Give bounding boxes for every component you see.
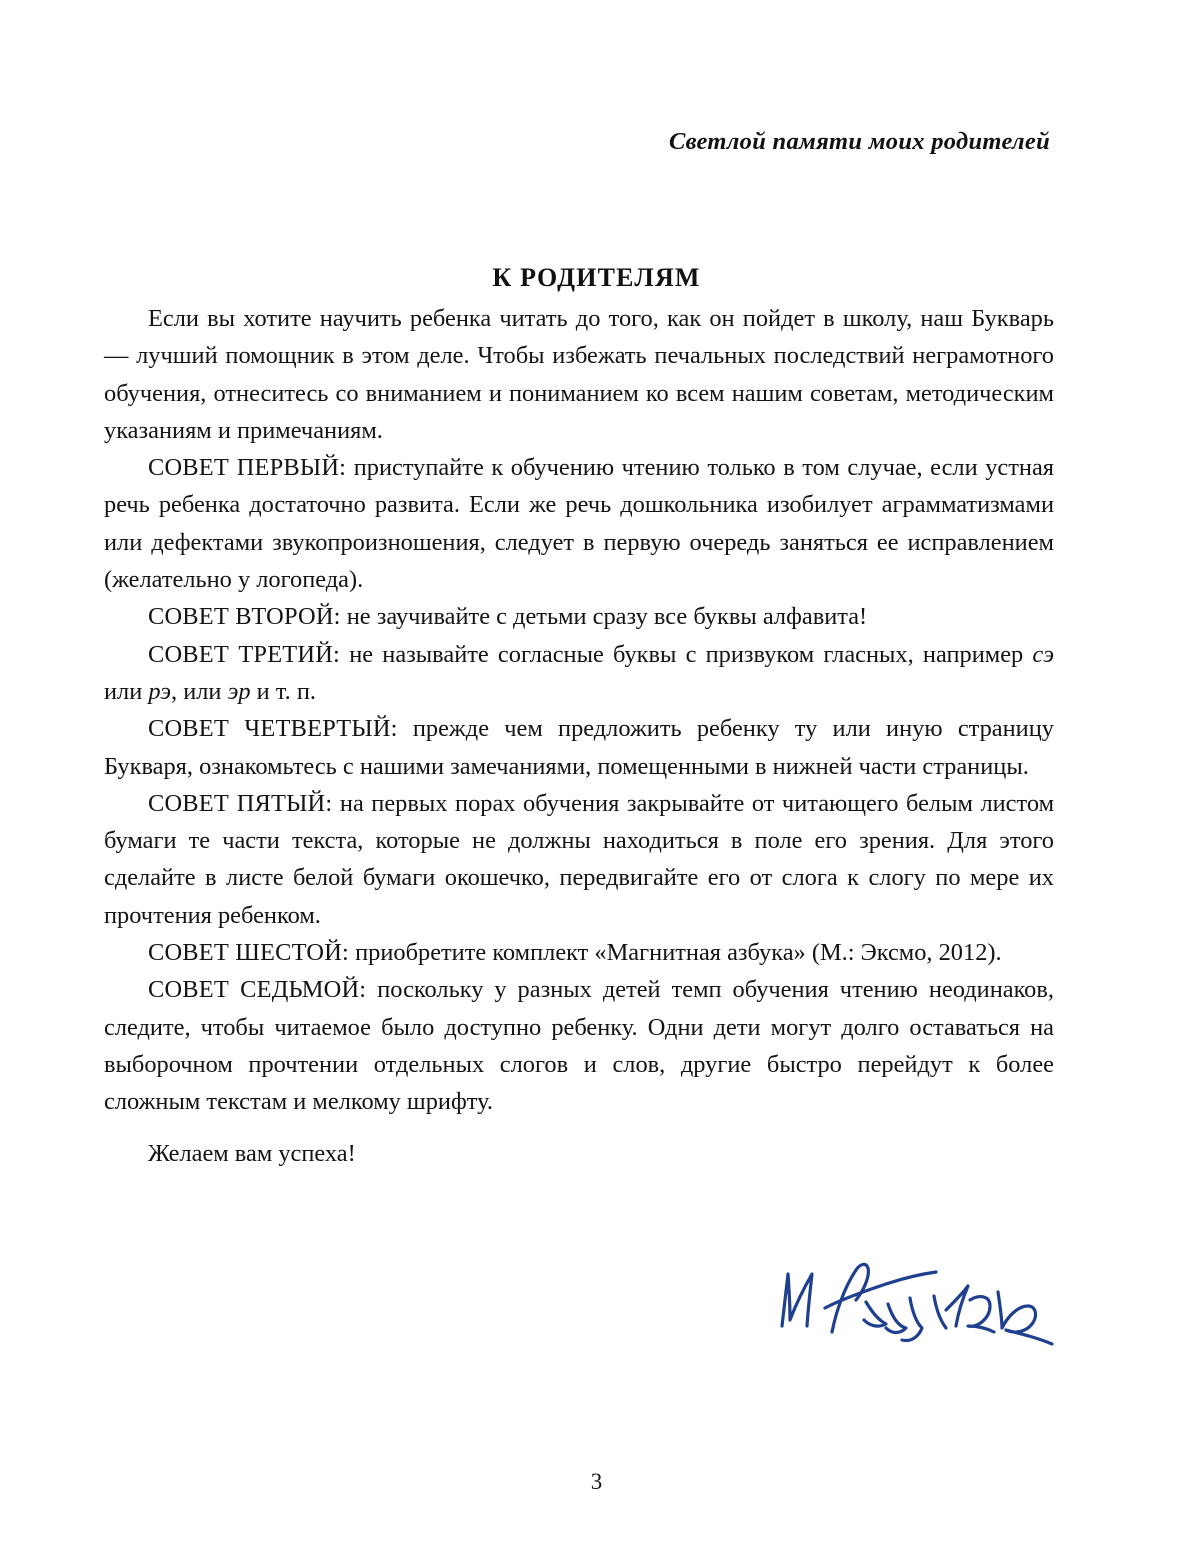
paragraph-sovet-5 [104,785,1054,934]
dedication-line: Светлой памяти моих родителей [668,128,1050,155]
paragraph-closing [104,1135,1054,1172]
sovet-5-label: СОВЕТ ПЯТЫЙ: [148,789,333,817]
sovet-3-text-mid-1: или [104,677,149,705]
sovet-3-text-mid-2: , или [171,677,228,705]
paragraph-sovet-1 [104,449,1054,598]
sovet-2-text: не заучивайте с детьми сразу все буквы алфавита! [340,603,868,631]
sovet-3-text-before: не называйте согласные буквы с призвуком гласных, например [340,640,1033,668]
paragraph-sovet-2 [104,598,1054,635]
paragraph-sovet-7 [104,971,1054,1120]
sovet-7-label: СОВЕТ СЕДЬМОЙ: [148,976,367,1004]
sovet-3-text-after: и т. п. [250,677,316,705]
sovet-6-text: приобретите комплект «Магнитная азбука» (М.: Эксмо, 2012). [349,939,1002,967]
sovet-4-text: прежде чем предложить ребенку ту или иную страницу Букваря, ознакомьтесь с нашими замечаниями, помещенными в нижней части страницы. [104,715,1054,780]
page-title: К РОДИТЕЛЯМ [492,263,701,293]
sovet-2-label: СОВЕТ ВТОРОЙ: [148,603,341,631]
paragraph-sovet-6 [104,934,1054,971]
sovet-7-text: поскольку у разных детей темп обучения чтению неодинаков, следите, чтобы читаемое было доступно ребенку. Одни дети могут долго оставаться на выборочном прочтении отдельных слогов и слов, другие быстро перейдут к более сложным текстам и мелкому шрифту. [104,976,1054,1116]
sovet-5-text: на первых порах обучения закрывайте от читающего белым листом бумаги те части текста, которые не должны находиться в поле его зрения. Для этого сделайте в листе белой бумаги окошечко, передвигайте его от слога к слогу по мере их прочтения ребенком. [104,789,1055,929]
sovet-1-text: приступайте к обучению чтению только в том случае, если устная речь ребенка достаточно развита. Если же речь дошкольника изобилует аграмматизмами или дефектами звукопроизношения, следует в первую очередь заняться ее исправлением (желательно у логопеда). [104,454,1054,594]
sovet-3-italic-3: эр [227,677,251,705]
body-text [104,300,1054,1172]
sovet-1-label: СОВЕТ ПЕРВЫЙ: [148,454,347,482]
signature-icon [770,1248,1070,1378]
page-number: 3 [590,1469,603,1494]
sovet-3-label: СОВЕТ ТРЕТИЙ: [148,640,341,668]
paragraph-sovet-3 [104,636,1054,711]
sovet-6-label: СОВЕТ ШЕСТОЙ: [148,939,349,967]
closing-text: Желаем вам успеха! [148,1139,356,1167]
sovet-3-italic-1: сэ [1032,640,1054,668]
sovet-4-label: СОВЕТ ЧЕТВЕРТЫЙ: [148,715,398,743]
paragraph-intro-text: Если вы хотите научить ребенка читать до того, как он пойдет в школу, наш Букварь — лучший помощник в этом деле. Чтобы избежать печальных последствий неграмотного обучения, отнеситесь со вниманием и пониманием ко всем нашим советам, методическим указаниям и примечаниям. [104,305,1054,444]
sovet-3-italic-2: рэ [148,677,172,705]
paragraph-sovet-4 [104,710,1054,785]
paragraph-intro [104,300,1054,449]
